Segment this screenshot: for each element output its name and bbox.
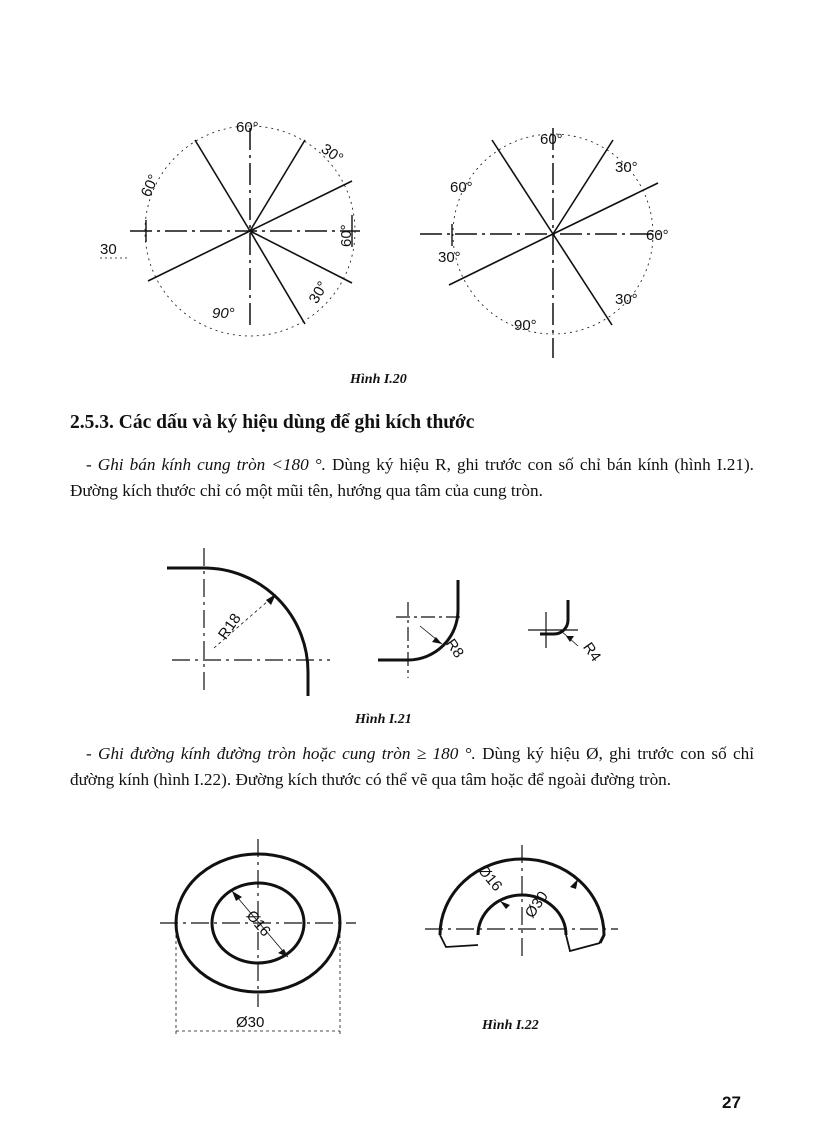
label-30-upright-left: 30° bbox=[317, 140, 347, 168]
paragraph-radius bbox=[70, 452, 754, 504]
label-d16-arc: Ø16 bbox=[474, 862, 506, 895]
label-90-bottom-right: 90° bbox=[514, 317, 537, 334]
label-90-bottom-left: 90° bbox=[212, 305, 235, 322]
label-60-right-left: 60° bbox=[338, 224, 355, 247]
figure-1-21 bbox=[0, 538, 816, 708]
paragraph-radius-lead: - Ghi bán kính cung tròn <180 °. bbox=[86, 455, 326, 474]
label-30-upright-right: 30° bbox=[615, 159, 638, 176]
section-heading: 2.5.3. Các dấu và ký hiệu dùng để ghi kích thước bbox=[70, 412, 475, 433]
caption-figure-1-20: Hình I.20 bbox=[350, 372, 407, 387]
page-number: 27 bbox=[722, 1093, 741, 1112]
paragraph-diameter-lead: - Ghi đường kính đường tròn hoặc cung tròn ≥ 180 °. bbox=[86, 744, 476, 763]
label-d16-circle: Ø16 bbox=[242, 907, 274, 940]
label-r8: R8 bbox=[442, 635, 468, 662]
label-60-right-right: 60° bbox=[646, 227, 669, 244]
paragraph-diameter-body: Dùng ký hiệu Ø, ghi trước con số chỉ đường kính (hình I.22). Đường kích thước có thể vẽ qua tâm hoặc để ngoài đường tròn. bbox=[70, 744, 754, 789]
label-30-leftside-right: 30° bbox=[438, 249, 461, 266]
paragraph-diameter bbox=[70, 741, 754, 793]
label-d30-arc: Ø30 bbox=[521, 888, 552, 922]
label-30-leftside-left: 30 bbox=[100, 241, 117, 258]
label-30-lowright-left: 30° bbox=[305, 278, 332, 307]
caption-figure-1-22: Hình I.22 bbox=[482, 1018, 539, 1033]
figure-1-20 bbox=[0, 0, 816, 370]
paragraph-radius-body: Dùng ký hiệu R, ghi trước con số chỉ bán kính (hình I.21). Đường kích thước chỉ có một mũi tên, hướng qua tâm của cung tròn. bbox=[70, 455, 754, 500]
label-60-upleft-left: 60° bbox=[137, 171, 163, 200]
label-d30-circle: Ø30 bbox=[236, 1014, 265, 1031]
label-r4: R4 bbox=[579, 639, 605, 665]
label-60-upleft-right: 60° bbox=[450, 179, 473, 196]
label-r18: R18 bbox=[215, 610, 245, 643]
caption-figure-1-21: Hình I.21 bbox=[355, 712, 412, 727]
figure-1-22 bbox=[0, 835, 816, 1055]
label-30-lowright-right: 30° bbox=[615, 291, 638, 308]
label-60-top-left: 60° bbox=[236, 119, 259, 136]
label-60-top-right: 60° bbox=[540, 131, 563, 148]
